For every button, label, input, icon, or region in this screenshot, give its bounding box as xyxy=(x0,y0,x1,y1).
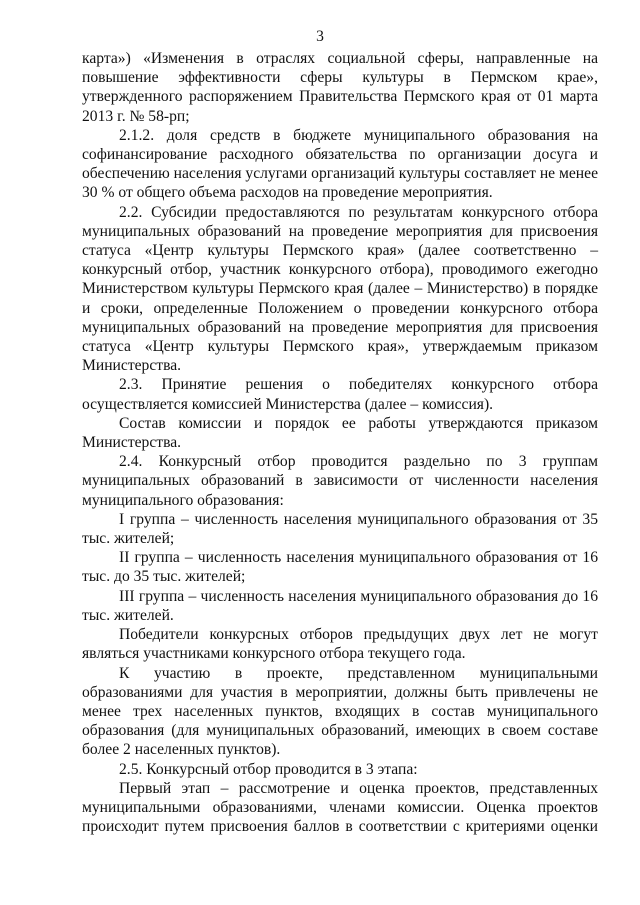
paragraph-7: I группа – численность населения муниципального образования от 35 тыс. жителей; xyxy=(82,510,598,548)
paragraph-6: 2.4. Конкурсный отбор проводится раздельно по 3 группам муниципальных образований в зависимости от численности населения муниципального образования: xyxy=(82,453,598,509)
paragraph-9: III группа – численность населения муниципального образования до 16 тыс. жителей. xyxy=(82,587,598,624)
paragraph-13: Первый этап – рассмотрение и оценка проектов, представленных муниципальными образованиями, членами комиссии. Оценка проектов происходит путем присвоения баллов в соответствии с критериями оценки xyxy=(82,779,598,836)
paragraph-1: карта») «Изменения в отраслях социальной сферы, направленные на повышение эффективности сферы культуры в Пермском крае», утвержденного распоряжением Правительства Пермского края от 01 марта 2013 г. № 58-рп; xyxy=(82,50,598,125)
paragraph-3: 2.2. Субсидии предоставляются по результатам конкурсного отбора муниципальных образований на проведение мероприятия для присвоения статуса «Центр культуры Пермского края» (далее соответственно – конкурсный отбор, участник конкурсного отбора), проводимого ежегодно Министерством культуры Пермского края (далее – Министерство) в порядке и сроки, определенные Положением о проведении конкурсного отбора муниципальных образований на проведение мероприятия для присвоения статуса «Центр культуры Пермского края», утверждаемым приказом Министерства. xyxy=(82,203,598,375)
paragraph-5: Состав комиссии и порядок ее работы утверждаются приказом Министерства. xyxy=(82,414,598,452)
page-number: 3 xyxy=(316,28,324,45)
document-body xyxy=(82,49,598,836)
paragraph-12: 2.5. Конкурсный отбор проводится в 3 этапа: xyxy=(119,760,418,778)
paragraph-10: Победители конкурсных отборов предыдущих двух лет не могут являться участниками конкурсного отбора текущего года. xyxy=(82,626,598,663)
paragraph-11: К участию в проекте, представленном муниципальными образованиями для участия в мероприятии, должны быть привлечены не менее трех населенных пунктов, входящих в состав муниципального образования (для муниципальных образований, имеющих в своем составе более 2 населенных пунктов). xyxy=(82,664,598,759)
paragraph-8: II группа – численность населения муниципального образования от 16 тыс. до 35 тыс. жителей; xyxy=(82,549,598,586)
paragraph-2: 2.1.2. доля средств в бюджете муниципального образования на софинансирование расходного обязательства по организации досуга и обеспечению населения услугами организаций культуры составляет не менее 30 % от общего объема расходов на проведение мероприятия. xyxy=(82,126,598,202)
paragraph-4: 2.3. Принятие решения о победителях конкурсного отбора осуществляется комиссией Министерства (далее – комиссия). xyxy=(82,376,598,413)
